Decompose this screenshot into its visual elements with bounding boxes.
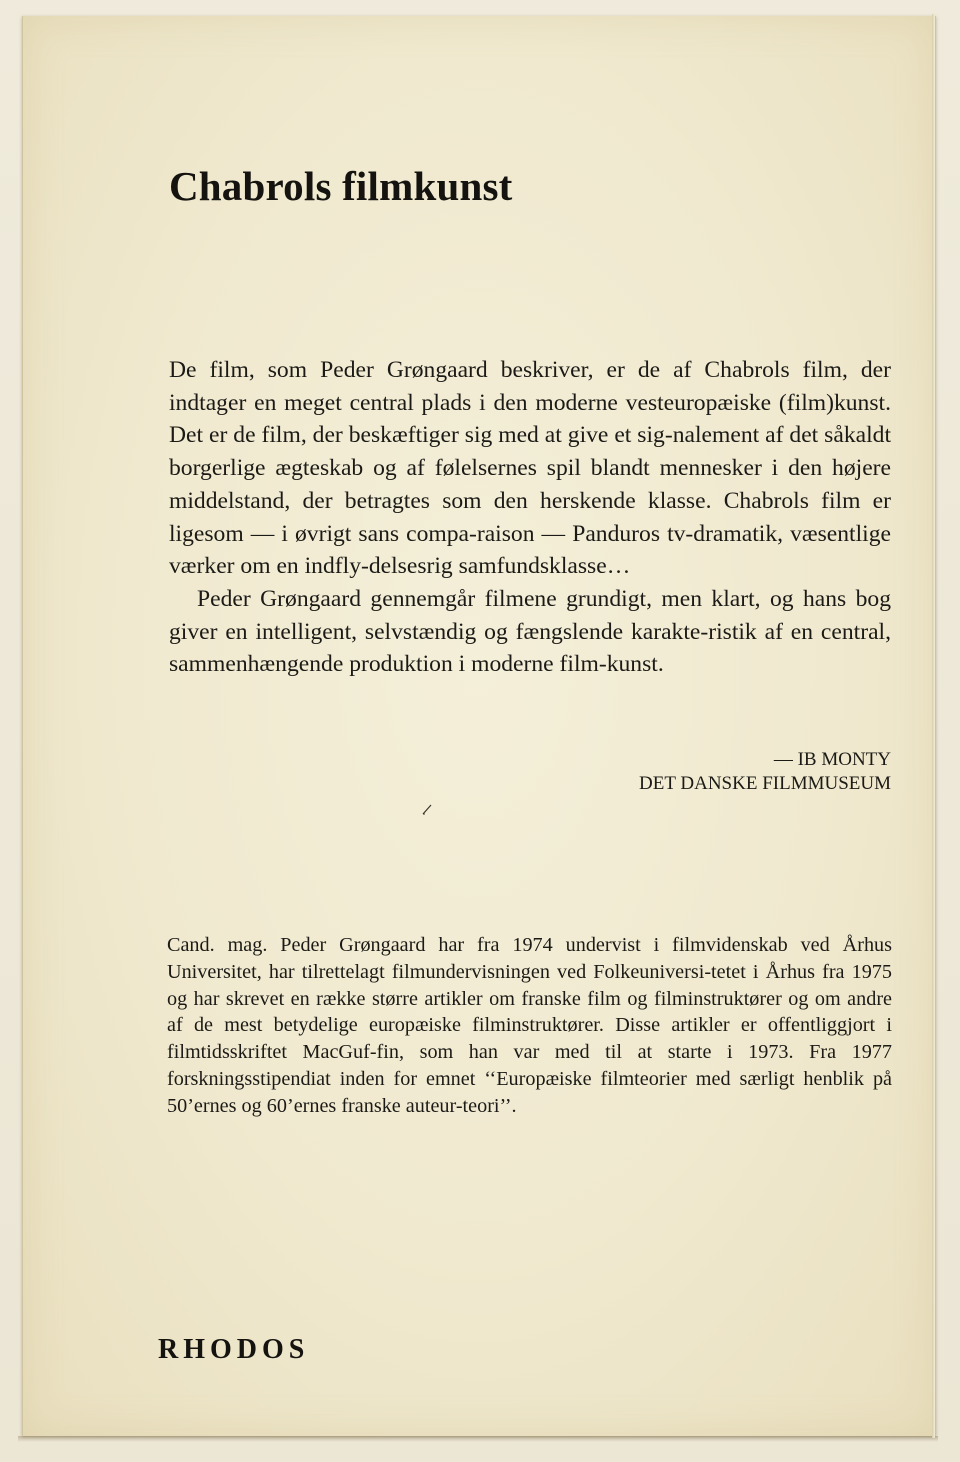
blurb-paragraph-1: De film, som Peder Grøngaard beskriver, er de af Chabrols film, der indtager en meget central plads i den moderne vesteuropæiske (film)kunst. Det er de film, der beskæftiger sig med at give et sig-nalement af det såkaldt borgerlige ægteskab og af følelsernes spil blandt mennesker i den højere middelstand, der betragtes som den herskende klasse. Chabrols film er ligesom — i øvrigt sans compa-raison — Panduros tv-dramatik, væsentlige værker om en indfly-delsesrig samfundsklasse… xyxy=(169,357,891,580)
paper-speck-mark xyxy=(421,802,433,816)
blurb-paragraph-2: Peder Grøngaard gennemgår filmene grundigt, men klart, og hans bog giver en intelligent, selvstændig og fængslende karakte-ristik af en central, sammenhængende produktion i moderne film-kunst. xyxy=(169,585,891,678)
attribution-name: — IB MONTY xyxy=(773,749,891,770)
book-shadow xyxy=(18,1436,938,1442)
book-title: Chabrols filmkunst xyxy=(169,163,513,209)
author-bio: Cand. mag. Peder Grøngaard har fra 1974 undervist i filmvidenskab ved Århus Universitet, har tilrettelagt filmundervisningen ved Folkeuniversi-tetet i Århus fra 1975 og har skrevet en række større artikler om franske film og filminstruktører og om andre af de mest betydelige europæiske filminstruktører. Disse artikler er offentliggjort i filmtidsskriftet MacGuf-fin, som han var med til at starte i 1973. Fra 1977 forskningsstipendiat inden for emnet ‘‘Europæiske filmteorier med særligt henblik på 50’ernes og 60’ernes franske auteur-teori’’. xyxy=(167,934,892,1117)
attribution-institution: DET DANSKE FILMMUSEUM xyxy=(639,773,891,794)
book-back-cover xyxy=(22,16,936,1436)
cover-edge xyxy=(932,14,935,1438)
publisher-name: RHODOS xyxy=(158,1334,310,1365)
blurb xyxy=(169,354,891,681)
blurb-attribution xyxy=(443,748,891,796)
